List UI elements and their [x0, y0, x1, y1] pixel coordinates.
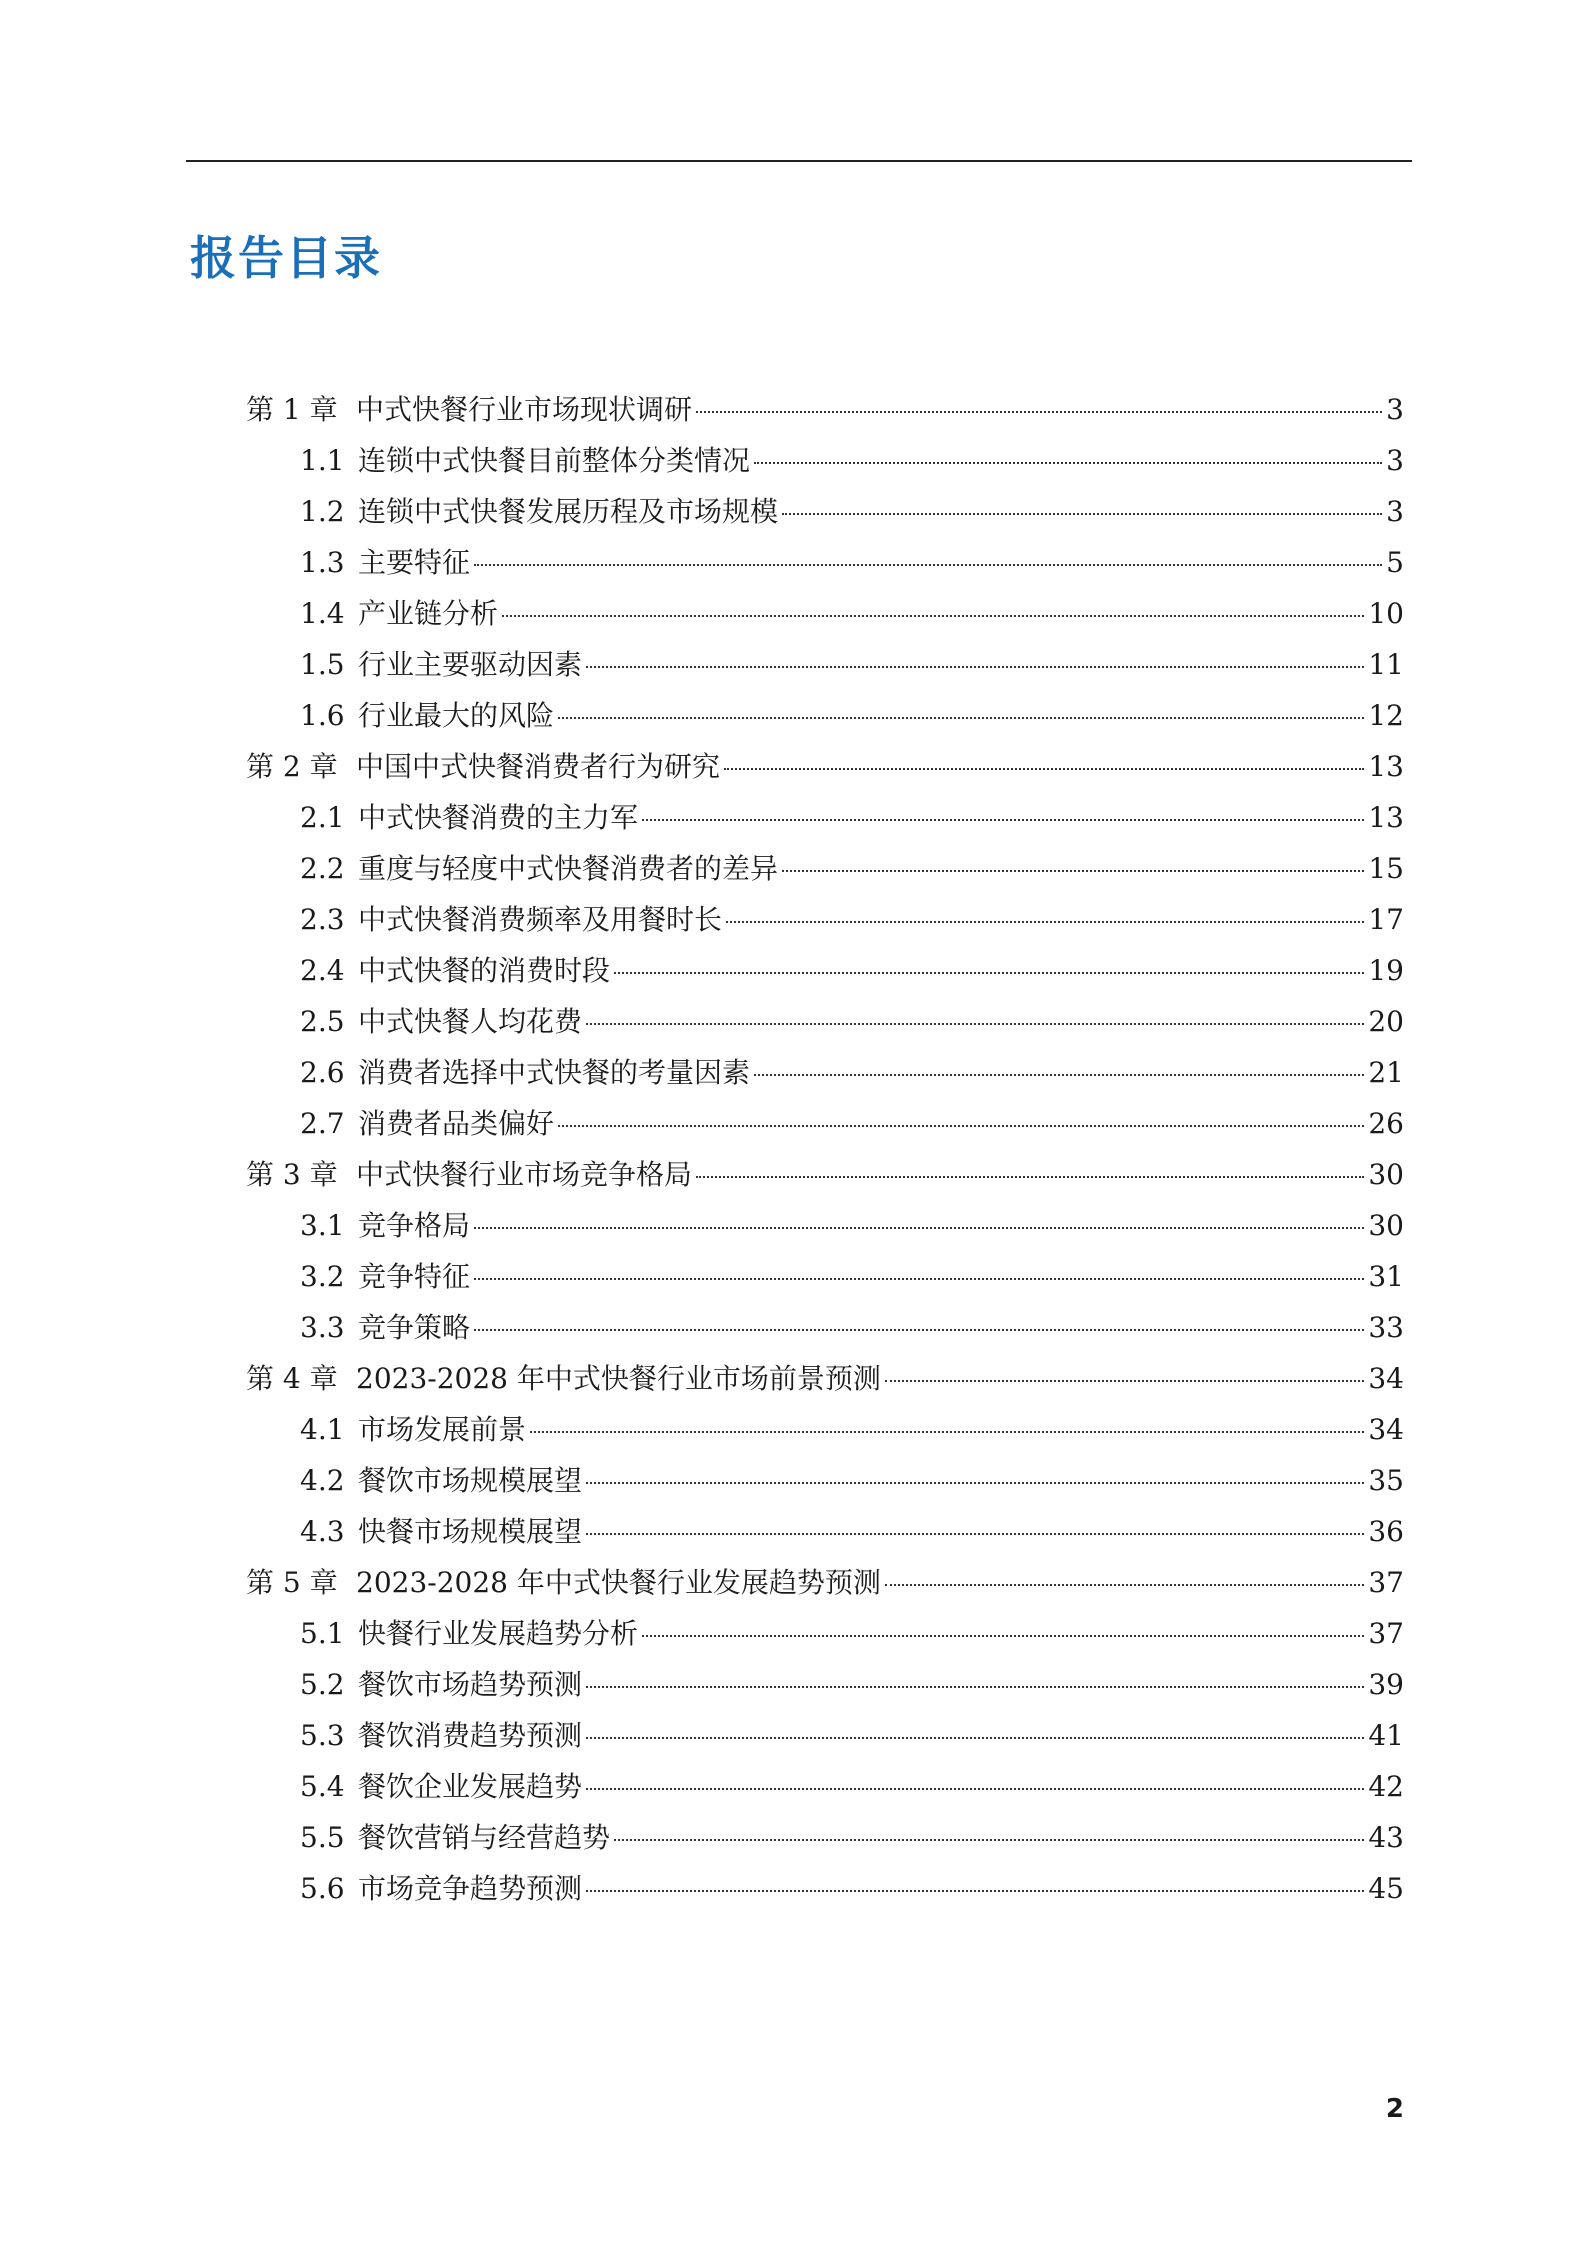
toc-section-entry[interactable] [246, 1659, 1404, 1710]
toc-entry-title: 市场竞争趋势预测 [358, 1872, 583, 1905]
toc-entry-number: 1.4 [300, 597, 345, 630]
toc-entry-page: 35 [1368, 1464, 1404, 1497]
toc-dot-leader [586, 1686, 1364, 1688]
toc-dot-leader [586, 1737, 1364, 1739]
toc-entry-title: 产业链分析 [358, 597, 499, 630]
toc-section-entry[interactable] [246, 996, 1404, 1047]
toc-entry-page: 42 [1368, 1770, 1404, 1803]
toc-section-entry[interactable] [246, 1200, 1404, 1251]
toc-entry-title: 餐饮营销与经营趋势 [358, 1821, 611, 1854]
toc-entry-title: 主要特征 [358, 546, 471, 579]
toc-section-entry[interactable] [246, 1302, 1404, 1353]
toc-chapter-entry[interactable] [246, 741, 1404, 792]
toc-entry-page: 45 [1368, 1872, 1404, 1905]
toc-entry-number: 1.5 [300, 648, 345, 681]
toc-entry-page: 21 [1368, 1056, 1404, 1089]
toc-entry-title: 快餐市场规模展望 [358, 1515, 583, 1548]
toc-entry-number: 3.3 [300, 1311, 345, 1344]
toc-dot-leader [614, 1839, 1364, 1841]
toc-section-entry[interactable] [246, 690, 1404, 741]
toc-dot-leader [474, 1278, 1364, 1280]
toc-entry-page: 31 [1368, 1260, 1404, 1293]
page-number: 2 [1385, 2094, 1404, 2124]
toc-entry-page: 39 [1368, 1668, 1404, 1701]
toc-entry-page: 34 [1368, 1362, 1404, 1395]
toc-entry-page: 11 [1368, 648, 1404, 681]
toc-entry-page: 10 [1368, 597, 1404, 630]
toc-section-entry[interactable] [246, 486, 1404, 537]
toc-entry-page: 17 [1368, 903, 1404, 936]
toc-entry-title: 2023-2028 年中式快餐行业市场前景预测 [356, 1362, 881, 1395]
toc-entry-title: 连锁中式快餐目前整体分类情况 [358, 444, 751, 477]
toc-entry-page: 30 [1368, 1209, 1404, 1242]
toc-entry-number: 5.1 [300, 1617, 345, 1650]
toc-entry-page: 5 [1386, 546, 1404, 579]
toc-entry-number: 第 4 章 [246, 1362, 338, 1395]
toc-dot-leader [586, 1788, 1364, 1790]
toc-entry-number: 5.3 [300, 1719, 345, 1752]
toc-entry-title: 中式快餐消费的主力军 [358, 801, 639, 834]
toc-chapter-entry[interactable] [246, 1557, 1404, 1608]
toc-entry-number: 第 5 章 [246, 1566, 338, 1599]
toc-entry-title: 重度与轻度中式快餐消费者的差异 [358, 852, 779, 885]
toc-section-entry[interactable] [246, 1455, 1404, 1506]
toc-section-entry[interactable] [246, 639, 1404, 690]
toc-section-entry[interactable] [246, 945, 1404, 996]
toc-entry-number: 2.2 [300, 852, 345, 885]
toc-entry-page: 3 [1386, 444, 1404, 477]
toc-entry-number: 4.3 [300, 1515, 345, 1548]
toc-dot-leader [696, 1176, 1364, 1178]
toc-section-entry[interactable] [246, 792, 1404, 843]
toc-entry-number: 2.5 [300, 1005, 345, 1038]
toc-entry-number: 1.6 [300, 699, 345, 732]
toc-dot-leader [885, 1380, 1364, 1382]
toc-entry-page: 36 [1368, 1515, 1404, 1548]
toc-section-entry[interactable] [246, 1506, 1404, 1557]
toc-entry-title: 中式快餐人均花费 [358, 1005, 583, 1038]
toc-section-entry[interactable] [246, 843, 1404, 894]
toc-dot-leader [885, 1584, 1364, 1586]
toc-entry-title: 市场发展前景 [358, 1413, 527, 1446]
toc-dot-leader [558, 1125, 1364, 1127]
toc-section-entry[interactable] [246, 1608, 1404, 1659]
toc-section-entry[interactable] [246, 1251, 1404, 1302]
toc-entry-page: 26 [1368, 1107, 1404, 1140]
toc-chapter-entry[interactable] [246, 384, 1404, 435]
toc-entry-page: 37 [1368, 1566, 1404, 1599]
toc-entry-page: 43 [1368, 1821, 1404, 1854]
toc-entry-title: 中式快餐消费频率及用餐时长 [358, 903, 723, 936]
toc-dot-leader [726, 921, 1364, 923]
toc-entry-title: 中式快餐的消费时段 [358, 954, 611, 987]
toc-section-entry[interactable] [246, 1047, 1404, 1098]
toc-entry-title: 消费者品类偏好 [358, 1107, 555, 1140]
toc-entry-title: 竞争格局 [358, 1209, 471, 1242]
toc-entry-number: 1.3 [300, 546, 345, 579]
toc-dot-leader [586, 1023, 1364, 1025]
toc-entry-title: 中国中式快餐消费者行为研究 [356, 750, 721, 783]
toc-dot-leader [502, 615, 1364, 617]
toc-entry-title: 中式快餐行业市场现状调研 [356, 393, 693, 426]
toc-dot-leader [474, 1329, 1364, 1331]
toc-entry-title: 行业主要驱动因素 [358, 648, 583, 681]
toc-entry-title: 竞争策略 [358, 1311, 471, 1344]
toc-dot-leader [754, 1074, 1364, 1076]
toc-entry-page: 3 [1386, 393, 1404, 426]
toc-entry-number: 第 3 章 [246, 1158, 338, 1191]
toc-entry-title: 快餐行业发展趋势分析 [358, 1617, 639, 1650]
toc-section-entry[interactable] [246, 588, 1404, 639]
toc-entry-title: 餐饮市场规模展望 [358, 1464, 583, 1497]
toc-entry-number: 5.2 [300, 1668, 345, 1701]
toc-entry-page: 33 [1368, 1311, 1404, 1344]
toc-entry-page: 34 [1368, 1413, 1404, 1446]
toc-entry-page: 13 [1368, 750, 1404, 783]
toc-entry-number: 1.2 [300, 495, 345, 528]
toc-dot-leader [474, 1227, 1364, 1229]
toc-dot-leader [586, 666, 1364, 668]
toc-entry-page: 37 [1368, 1617, 1404, 1650]
toc-entry-number: 4.2 [300, 1464, 345, 1497]
toc-section-entry[interactable] [246, 1710, 1404, 1761]
toc-dot-leader [642, 819, 1364, 821]
toc-entry-page: 30 [1368, 1158, 1404, 1191]
toc-dot-leader [586, 1482, 1364, 1484]
header-rule [186, 160, 1412, 162]
toc-entry-number: 5.4 [300, 1770, 345, 1803]
toc-section-entry[interactable] [246, 1863, 1404, 1914]
toc-entry-page: 20 [1368, 1005, 1404, 1038]
toc-dot-leader [558, 717, 1364, 719]
page-title: 报告目录 [190, 231, 382, 285]
toc-entry-number: 2.4 [300, 954, 345, 987]
toc-dot-leader [474, 564, 1382, 566]
toc-entry-number: 5.6 [300, 1872, 345, 1905]
toc-entry-number: 2.1 [300, 801, 345, 834]
toc-entry-number: 4.1 [300, 1413, 345, 1446]
toc-entry-title: 中式快餐行业市场竞争格局 [356, 1158, 693, 1191]
toc-entry-number: 1.1 [300, 444, 345, 477]
toc-entry-number: 3.2 [300, 1260, 345, 1293]
toc-entry-title: 连锁中式快餐发展历程及市场规模 [358, 495, 779, 528]
toc-entry-title: 餐饮市场趋势预测 [358, 1668, 583, 1701]
toc-entry-page: 19 [1368, 954, 1404, 987]
toc-dot-leader [642, 1635, 1364, 1637]
toc-chapter-entry[interactable] [246, 1149, 1404, 1200]
toc-dot-leader [696, 411, 1382, 413]
toc-dot-leader [614, 972, 1364, 974]
toc-entry-number: 2.7 [300, 1107, 345, 1140]
toc-section-entry[interactable] [246, 1812, 1404, 1863]
table-of-contents [246, 384, 1404, 1914]
toc-entry-title: 2023-2028 年中式快餐行业发展趋势预测 [356, 1566, 881, 1599]
toc-dot-leader [782, 870, 1364, 872]
toc-entry-number: 3.1 [300, 1209, 345, 1242]
toc-entry-title: 竞争特征 [358, 1260, 471, 1293]
toc-entry-title: 消费者选择中式快餐的考量因素 [358, 1056, 751, 1089]
toc-entry-number: 2.3 [300, 903, 345, 936]
toc-entry-number: 2.6 [300, 1056, 345, 1089]
toc-section-entry[interactable] [246, 1761, 1404, 1812]
toc-dot-leader [586, 1533, 1364, 1535]
toc-entry-title: 餐饮企业发展趋势 [358, 1770, 583, 1803]
toc-entry-page: 15 [1368, 852, 1404, 885]
toc-entry-title: 行业最大的风险 [358, 699, 555, 732]
toc-entry-number: 第 2 章 [246, 750, 338, 783]
toc-entry-title: 餐饮消费趋势预测 [358, 1719, 583, 1752]
toc-entry-page: 41 [1368, 1719, 1404, 1752]
toc-dot-leader [782, 513, 1382, 515]
toc-dot-leader [754, 462, 1382, 464]
toc-entry-page: 13 [1368, 801, 1404, 834]
toc-section-entry[interactable] [246, 435, 1404, 486]
toc-chapter-entry[interactable] [246, 1353, 1404, 1404]
toc-entry-page: 12 [1368, 699, 1404, 732]
toc-dot-leader [586, 1890, 1364, 1892]
toc-section-entry[interactable] [246, 1098, 1404, 1149]
toc-entry-number: 5.5 [300, 1821, 345, 1854]
toc-entry-number: 第 1 章 [246, 393, 338, 426]
toc-section-entry[interactable] [246, 1404, 1404, 1455]
toc-dot-leader [530, 1431, 1364, 1433]
toc-section-entry[interactable] [246, 537, 1404, 588]
toc-section-entry[interactable] [246, 894, 1404, 945]
toc-entry-page: 3 [1386, 495, 1404, 528]
toc-dot-leader [724, 768, 1364, 770]
